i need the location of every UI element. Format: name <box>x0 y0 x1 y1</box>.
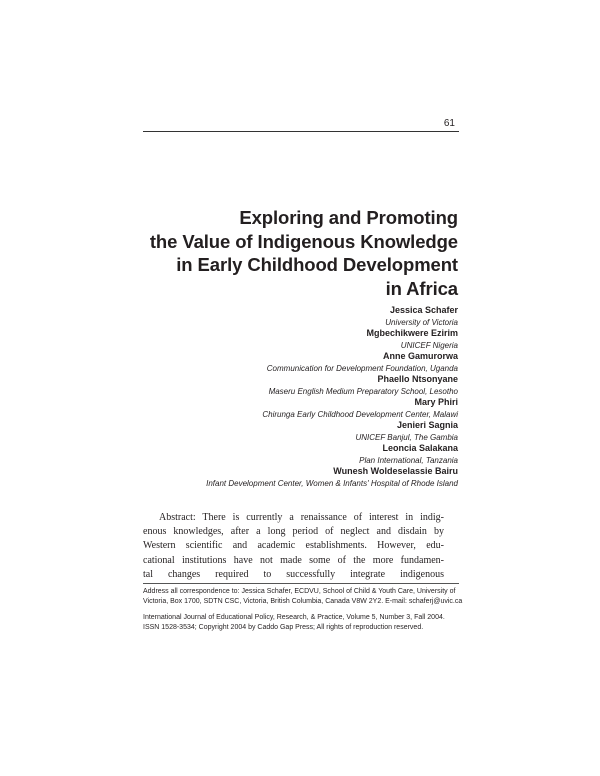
footnote-rule <box>143 583 459 584</box>
title-line: Exploring and Promoting <box>239 207 458 228</box>
author-name: Phaello Ntsonyane <box>377 374 458 384</box>
journal-line: ISSN 1528-3534; Copyright 2004 by Caddo Gap Press; All rights of reproduction reserved. <box>143 623 424 631</box>
author-affiliation: Chirunga Early Childhood Development Center, Malawi <box>262 409 458 419</box>
correspondence-line: Victoria, Box 1700, SDTN CSC, Victoria, British Columbia, Canada V8W 2Y2. E-mail: schaferj@uvic.ca <box>143 597 463 605</box>
author-affiliation: Maseru English Medium Preparatory School, Lesotho <box>268 386 458 396</box>
abstract-line: cational institutions have not made some of the more fundamen- <box>143 554 444 566</box>
abstract <box>143 511 444 582</box>
author-name: Leoncia Salakana <box>382 443 458 453</box>
author-name: Jessica Schafer <box>389 305 458 315</box>
author-name: Mgbechikwere Ezirim <box>366 328 458 338</box>
author-affiliation: Infant Development Center, Women & Infants' Hospital of Rhode Island <box>206 478 458 488</box>
author-affiliation: UNICEF Nigeria <box>400 340 458 350</box>
journal-citation <box>143 613 459 632</box>
abstract-line: enous knowledges, after a long period of neglect and disdain by <box>143 526 444 538</box>
author-name: Mary Phiri <box>414 397 458 407</box>
author-list <box>98 305 458 489</box>
author-affiliation: Plan International, Tanzania <box>359 455 458 465</box>
abstract-line: Abstract: There is currently a renaissance of interest in indig- <box>159 512 444 523</box>
article-title <box>128 206 458 300</box>
author-name: Jenieri Sagnia <box>396 420 458 430</box>
author-name: Anne Gamurorwa <box>382 351 458 361</box>
header-rule <box>143 131 459 132</box>
title-line: in Early Childhood Development <box>176 254 458 275</box>
author-affiliation: Communication for Development Foundation, Uganda <box>266 363 458 373</box>
journal-line: International Journal of Educational Policy, Research, & Practice, Volume 5, Number 3, Fall 2004. <box>143 614 445 621</box>
correspondence-note <box>143 587 463 606</box>
correspondence-line: Address all correspondence to: Jessica Schafer, ECDVU, School of Child & Youth Care, University of <box>143 588 456 595</box>
author-affiliation: University of Victoria <box>385 317 458 327</box>
abstract-line: Western scientific and academic establishments. However, edu- <box>143 540 444 552</box>
page-number: 61 <box>443 118 455 129</box>
author-name: Wunesh Woldeselassie Bairu <box>333 466 458 476</box>
author-affiliation: UNICEF Banjul, The Gambia <box>355 432 458 442</box>
abstract-line: tal changes required to successfully integrate indigenous <box>143 568 444 580</box>
title-line: in Africa <box>385 277 458 299</box>
title-line: the Value of Indigenous Knowledge <box>149 230 458 252</box>
